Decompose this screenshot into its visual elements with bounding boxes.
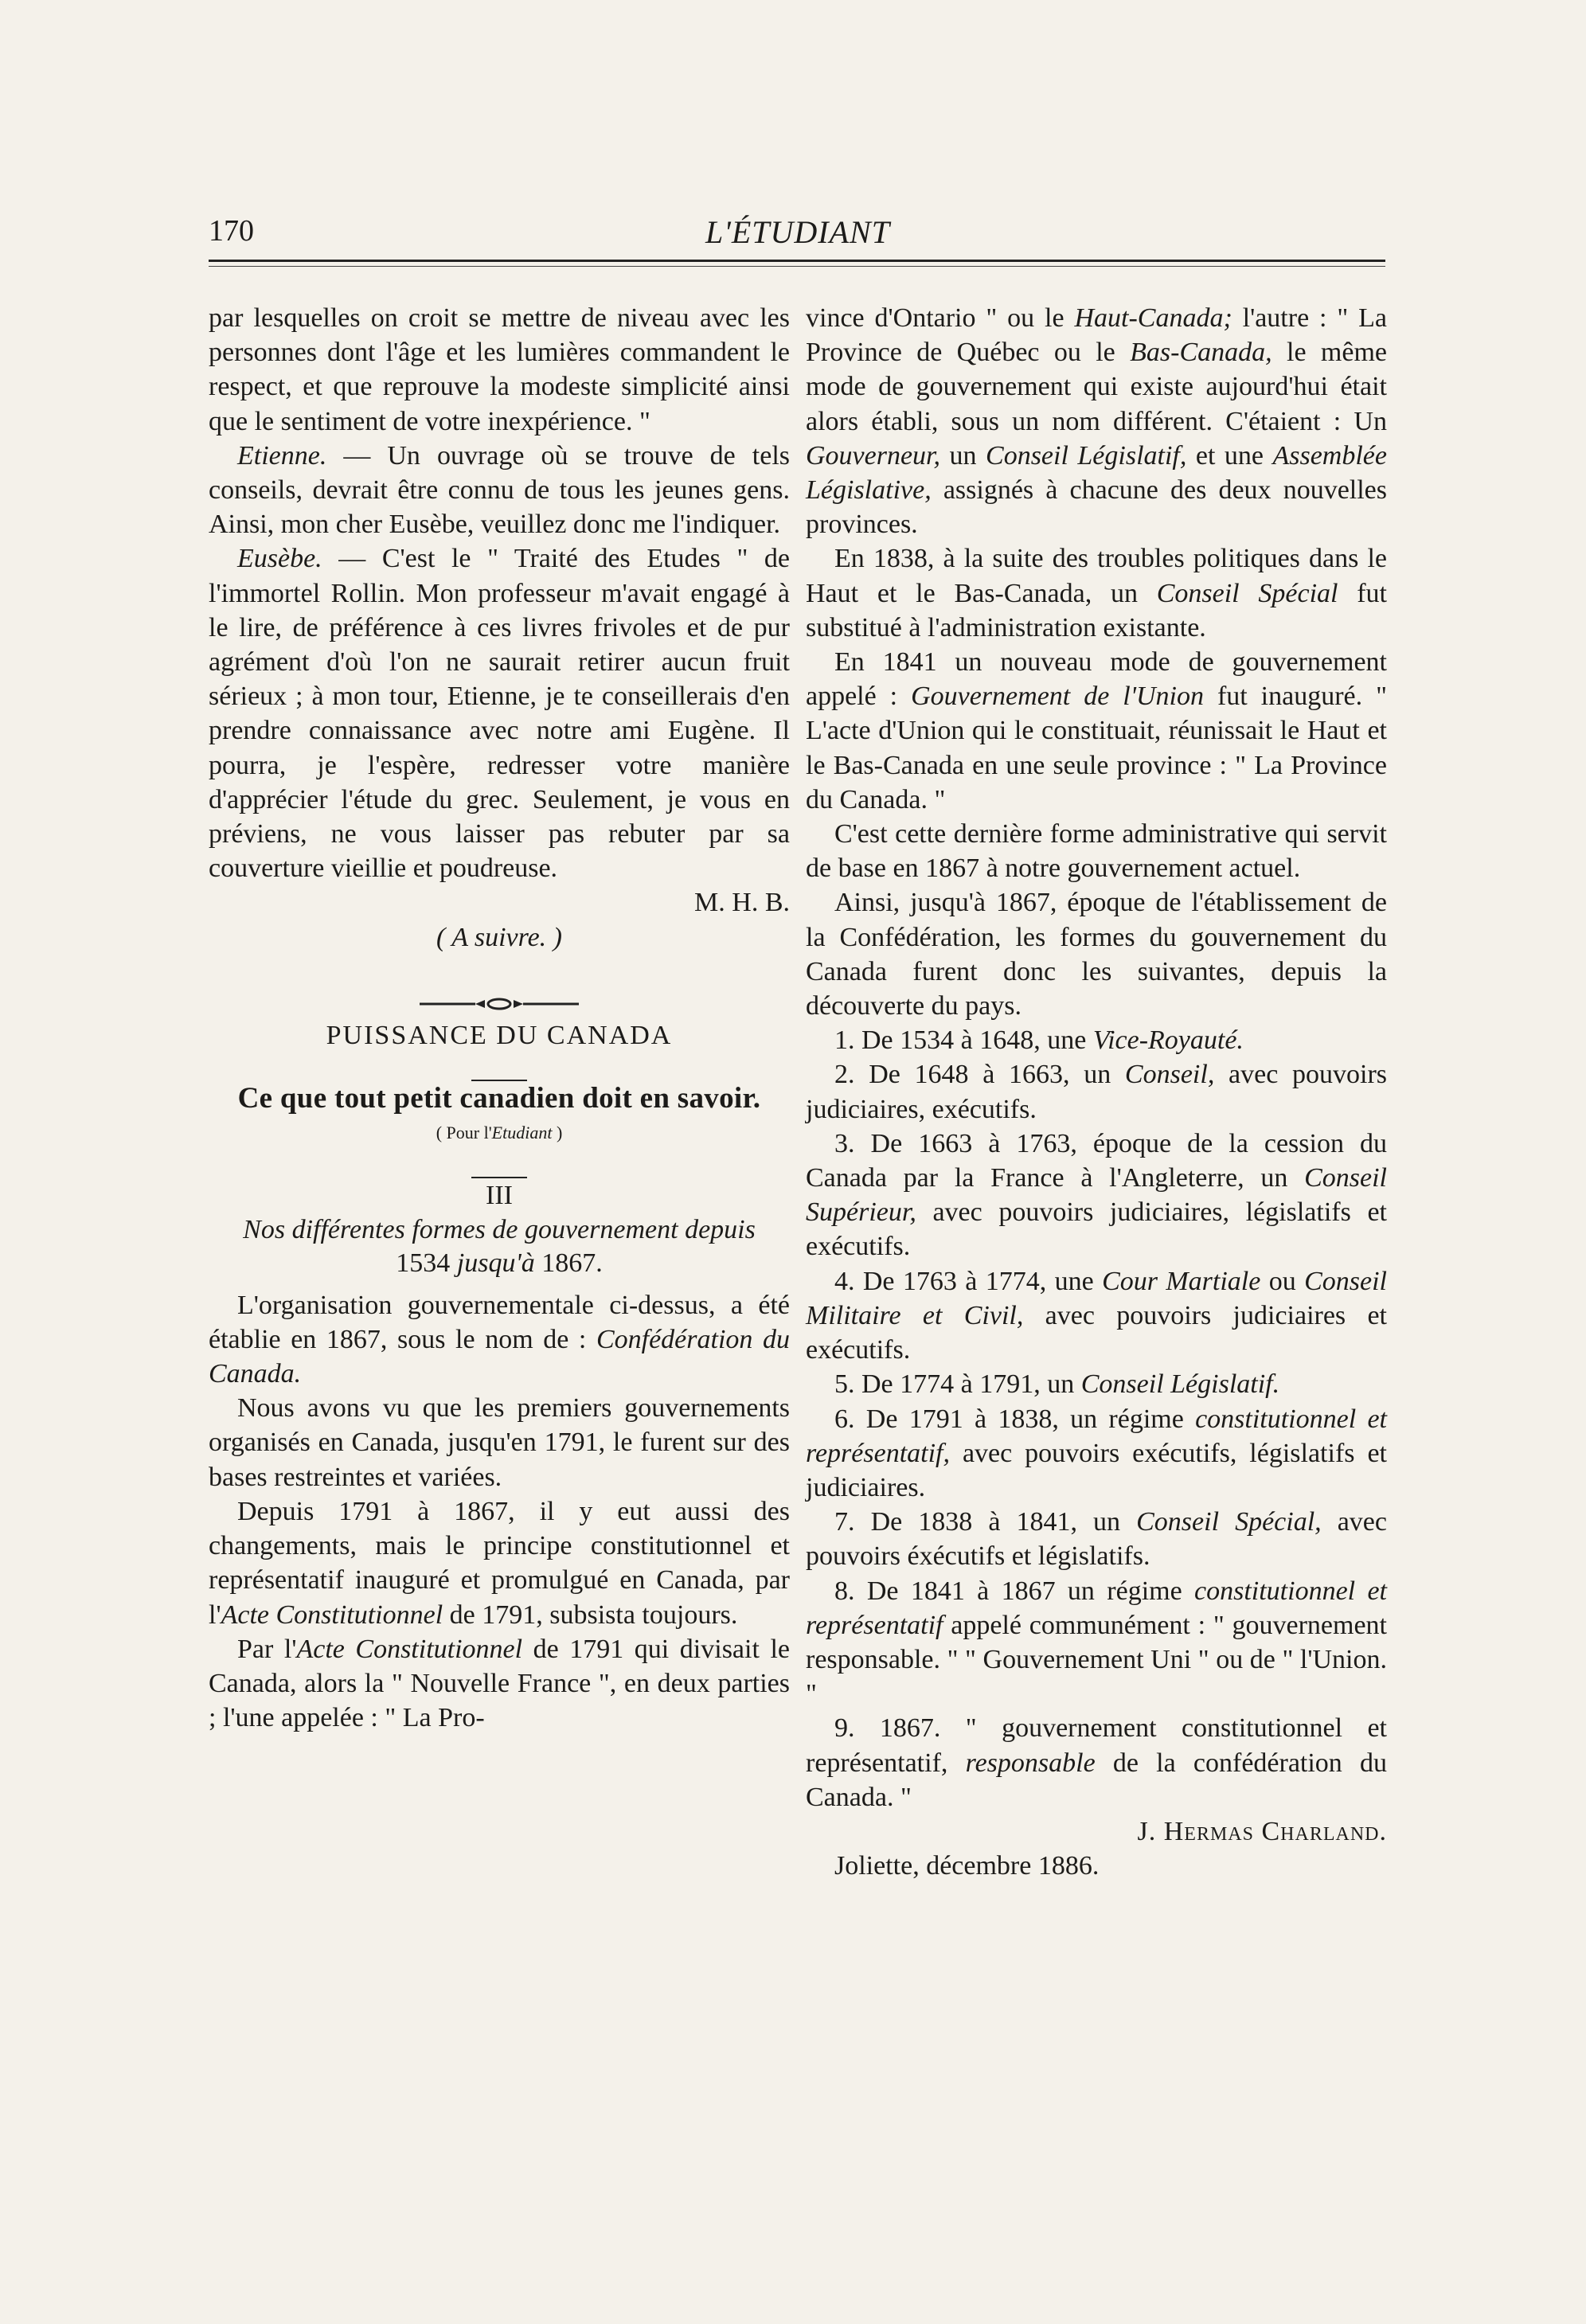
list-item: 9. 1867. " gouvernement constitutionnel et représentatif, responsable de la confédération du Canada. " [806,1713,1388,1812]
article-subheading: Ce que tout petit canadien doit en savoir. [237,1082,761,1115]
list-item: 2. De 1648 à 1663, un Conseil, avec pouvoirs judiciaires, exécutifs. [806,1060,1387,1124]
ornament-divider [209,990,790,1018]
chapter-title: Nos différentes formes de gouvernement depuis 1534 jusqu'à 1867. [243,1214,756,1278]
header-rule [209,260,1385,262]
paragraph: Depuis 1791 à 1867, il y eut aussi des changements, mais le principe constitutionnel et représentatif inauguré et promulgué en Canada, par l'Acte Constitutionnel de 1791, subsista toujours. [209,1496,790,1630]
dateline: Joliette, décembre 1886. [834,1851,1100,1881]
running-title: L'ÉTUDIANT [705,214,890,250]
speaker-name: Eusèbe. [237,544,322,574]
list-item: 5. De 1774 à 1791, un Conseil Législatif. [834,1369,1280,1400]
paragraph: En 1841 un nouveau mode de gouvernement appelé : Gouvernement de l'Union fut inauguré. " L'acte d'Union qui le constituait, réunissait le Haut et le Bas-Canada en une seule province : " La Province du Canada. " [806,647,1387,814]
paragraph: Par l'Acte Constitutionnel de 1791 qui divisait le Canada, alors la " Nouvelle France ", en deux parties ; l'une appelée : " La Pro- [209,1634,790,1733]
paragraph: vince d'Ontario " ou le Haut-Canada; l'autre : " La Province de Québec ou le Bas-Canada, le même mode de gouvernement qui existe aujourd'hui était alors établi, sous un nom différent. C'étaient : Un Gouverneur, un Conseil Législatif, et une Assemblée Législative, assignés à chacune des deux nouvelles provinces. [806,303,1387,540]
author-initials: M. H. B. [694,888,790,918]
list-item: 4. De 1763 à 1774, une Cour Martiale ou Conseil Militaire et Civil, avec pouvoirs judiciaires et exécutifs. [806,1266,1388,1365]
page-header [209,213,1387,261]
page-number: 170 [209,214,254,248]
author-signature: J. Hermas Charland. [1137,1816,1387,1846]
section-title: PUISSANCE DU CANADA [326,1020,673,1050]
paragraph: par lesquelles on croit se mettre de niveau avec les personnes dont l'âge et les lumières commandent le respect, et que reprouve la modeste simplicité ainsi que le sentiment de votre inexpérience. " [209,303,790,436]
left-column [209,301,790,1735]
for-publication-note: ( Pour l'Etudiant ) [436,1123,563,1143]
paragraph: Nous avons vu que les premiers gouvernements organisés en Canada, jusqu'en 1791, le furent sur des bases restreintes et variées. [209,1393,790,1492]
paragraph: C'est cette dernière forme administrative qui servit de base en 1867 à notre gouvernement actuel. [806,819,1387,884]
list-item: 1. De 1534 à 1648, une Vice-Royauté. [834,1025,1244,1056]
dialogue-paragraph: Etienne. — Un ouvrage où se trouve de tels conseils, devrait être connu de tous les jeunes gens. Ainsi, mon cher Eusèbe, veuillez donc me l'indiquer. [209,440,790,540]
paragraph: L'organisation gouvernementale ci-dessus, a été établie en 1867, sous le nom de : Confédération du Canada. [209,1290,790,1389]
to-be-continued: ( A suivre. ) [436,922,562,952]
paragraph: En 1838, à la suite des troubles politiques dans le Haut et le Bas-Canada, un Conseil Spécial fut substitué à l'administration existante. [806,544,1387,643]
list-item: 6. De 1791 à 1838, un régime constitutionnel et représentatif, avec pouvoirs exécutifs, législatifs et judiciaires. [806,1404,1387,1502]
dialogue-paragraph: Eusèbe. — C'est le " Traité des Etudes " de l'immortel Rollin. Mon professeur m'avait engagé à le lire, de préférence à ces livres frivoles et de pur agrément d'où l'on ne saurait retirer aucun fruit sérieux ; à mon tour, Etienne, je te conseillerais d'en prendre connaissance avec notre ami Eugène. Il pourra, je l'espère, redresser votre manière d'apprécier l'étude du grec. Seulement, je vous en préviens, ne vous laisser pas rebuter par sa couverture vieillie et poudreuse. [209,544,790,884]
list-item: 7. De 1838 à 1841, un Conseil Spécial, avec pouvoirs éxécutifs et législatifs. [806,1507,1387,1572]
list-item: 3. De 1663 à 1763, époque de la cession du Canada par la France à l'Angleterre, un Conseil Supérieur, avec pouvoirs judiciaires, législatifs et exécutifs. [806,1128,1387,1262]
right-column [806,301,1387,1883]
chapter-number: III [486,1181,513,1211]
header-rule-thin [209,266,1385,267]
speaker-name: Etienne. [237,440,327,471]
ornament-divider-icon [420,996,579,1012]
list-item: 8. De 1841 à 1867 un régime constitutionnel et représentatif appelé communément : " gouvernement responsable. " " Gouvernement Uni " ou de " l'Union. " [806,1576,1387,1709]
paragraph: Ainsi, jusqu'à 1867, époque de l'établissement de la Confédération, les formes du gouvernement du Canada furent donc les suivantes, depuis la découverte du pays. [806,888,1387,1021]
